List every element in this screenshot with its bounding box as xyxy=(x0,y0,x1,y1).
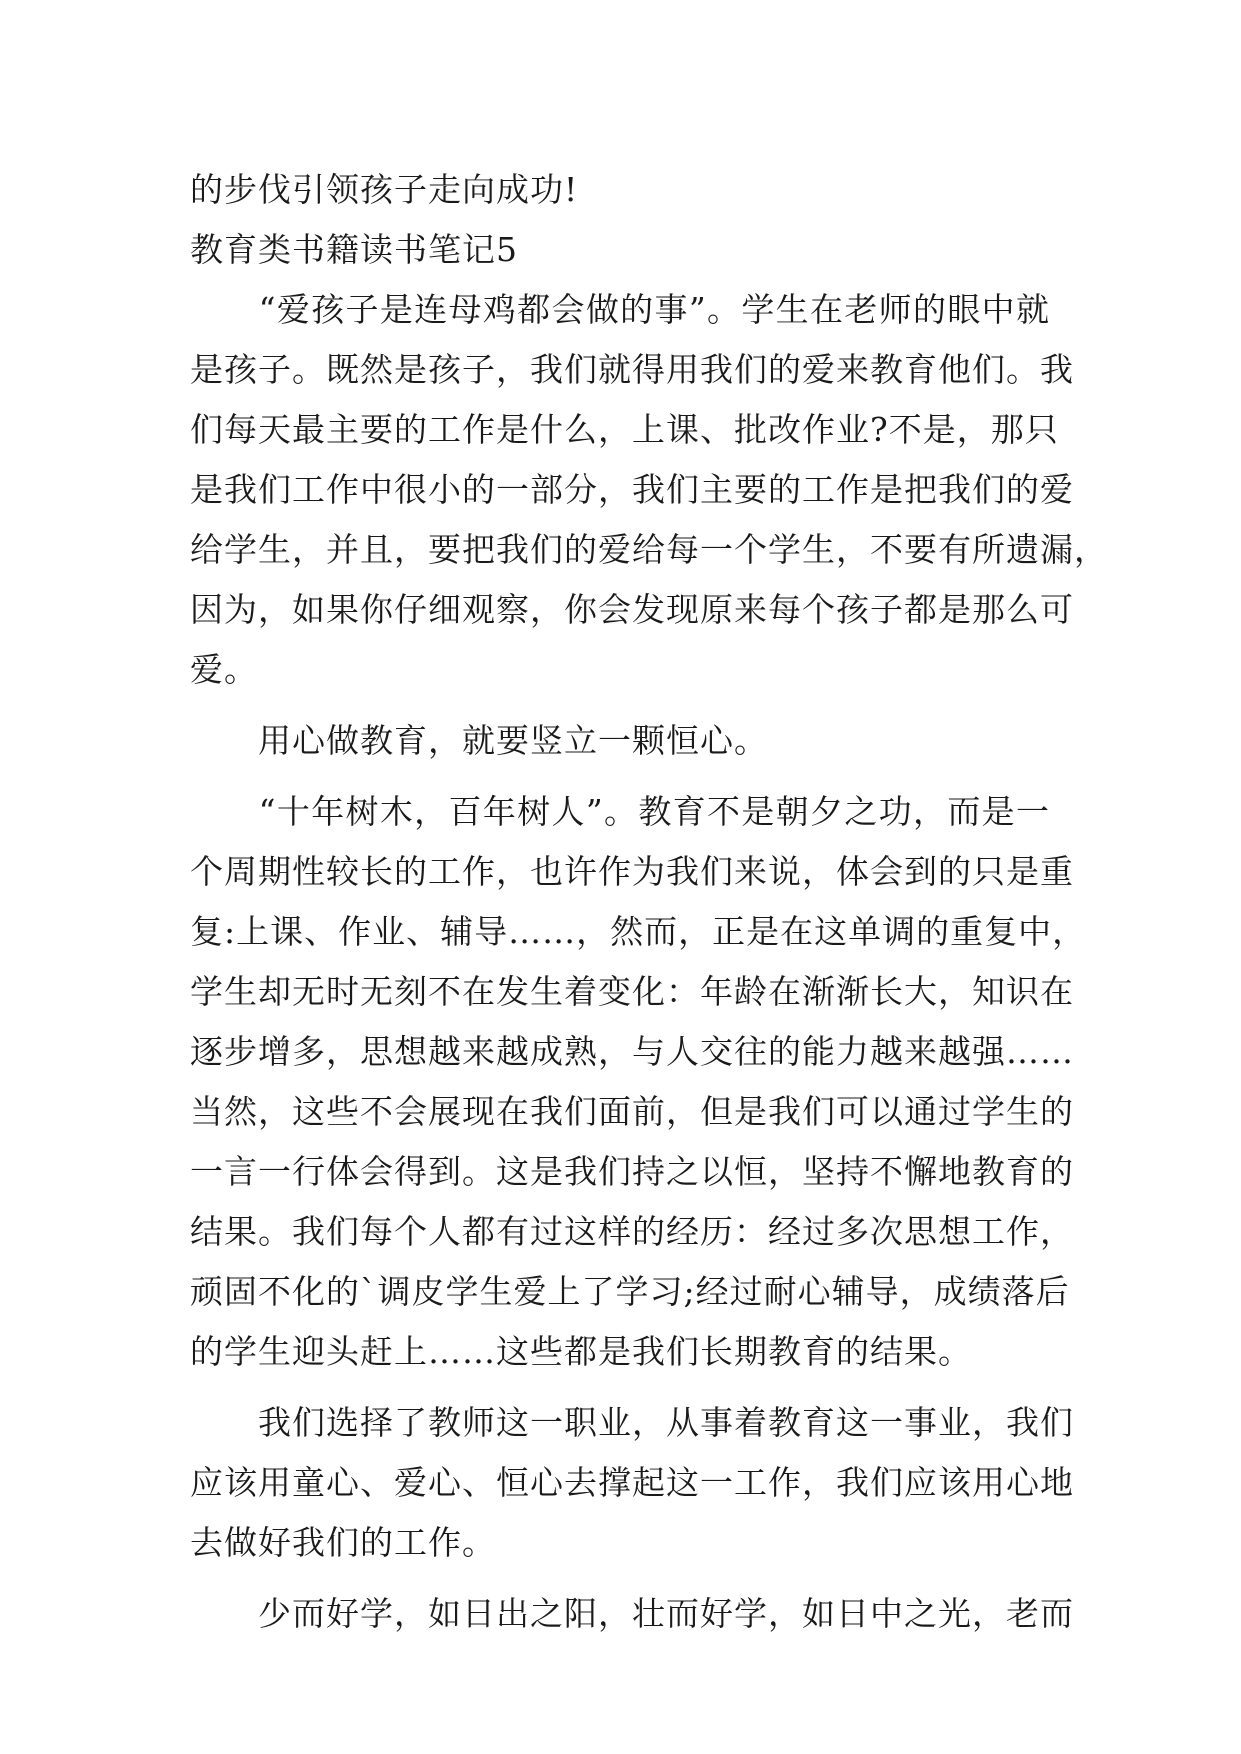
paragraph-line: 的学生迎头赶上……这些都是我们长期教育的结果。 xyxy=(190,1332,972,1371)
paragraph-line: 们每天最主要的工作是什么，上课、批改作业?不是，那只 xyxy=(190,410,1059,449)
paragraph-line: 爱。 xyxy=(190,650,258,689)
paragraph-line: 结果。我们每个人都有过这样的经历：经过多次思想工作， xyxy=(190,1212,1074,1251)
paragraph-line: 是孩子。既然是孩子，我们就得用我们的爱来教育他们。我 xyxy=(190,350,1074,389)
paragraph-line: 应该用童心、爱心、恒心去撑起这一工作，我们应该用心地 xyxy=(190,1463,1074,1502)
paragraph-line: “爱孩子是连母鸡都会做的事”。学生在老师的眼中就 xyxy=(190,290,1050,329)
paragraph-line: “十年树木，百年树人”。教育不是朝夕之功，而是一 xyxy=(190,792,1050,831)
paragraph-line: 少而好学，如日出之阳，壮而好学，如日中之光，老而 xyxy=(190,1594,1074,1633)
paragraph-lifelong-learning xyxy=(190,1584,1074,1644)
paragraph-line: 当然，这些不会展现在我们面前，但是我们可以通过学生的 xyxy=(190,1092,1074,1131)
paragraph-line: 因为，如果你仔细观察，你会发现原来每个孩子都是那么可 xyxy=(190,590,1074,629)
paragraph-line: 逐步增多，思想越来越成熟，与人交往的能力越来越强…… xyxy=(190,1032,1074,1071)
lead-line: 的步伐引领孩子走向成功! xyxy=(190,170,579,209)
section-heading: 教育类书籍读书笔记5 xyxy=(190,230,518,269)
paragraph-line: 我们选择了教师这一职业，从事着教育这一事业，我们 xyxy=(190,1403,1074,1442)
paragraph-line: 复:上课、作业、辅导……，然而，正是在这单调的重复中， xyxy=(190,912,1087,951)
paragraph-ten-years xyxy=(190,782,1087,1382)
paragraph-line: 学生却无时无刻不在发生着变化：年龄在渐渐长大，知识在 xyxy=(190,972,1074,1011)
paragraph-line: 是我们工作中很小的一部分，我们主要的工作是把我们的爱 xyxy=(190,470,1074,509)
paragraph-perseverance xyxy=(190,711,1050,771)
paragraph-line: 个周期性较长的工作，也许作为我们来说，体会到的只是重 xyxy=(190,852,1074,891)
paragraph-line: 用心做教育，就要竖立一颗恒心。 xyxy=(190,721,768,760)
document-page xyxy=(190,160,1108,1644)
paragraph-teaching-career xyxy=(190,1393,1074,1573)
paragraph-line: 去做好我们的工作。 xyxy=(190,1523,496,1562)
paragraph-line: 一言一行体会得到。这是我们持之以恒，坚持不懈地教育的 xyxy=(190,1152,1074,1191)
paragraph-line: 顽固不化的`调皮学生爱上了学习;经过耐心辅导，成绩落后 xyxy=(190,1272,1070,1311)
paragraph-line: 给学生，并且，要把我们的爱给每一个学生，不要有所遗漏， xyxy=(190,530,1108,569)
paragraph-love-children xyxy=(190,280,1108,700)
